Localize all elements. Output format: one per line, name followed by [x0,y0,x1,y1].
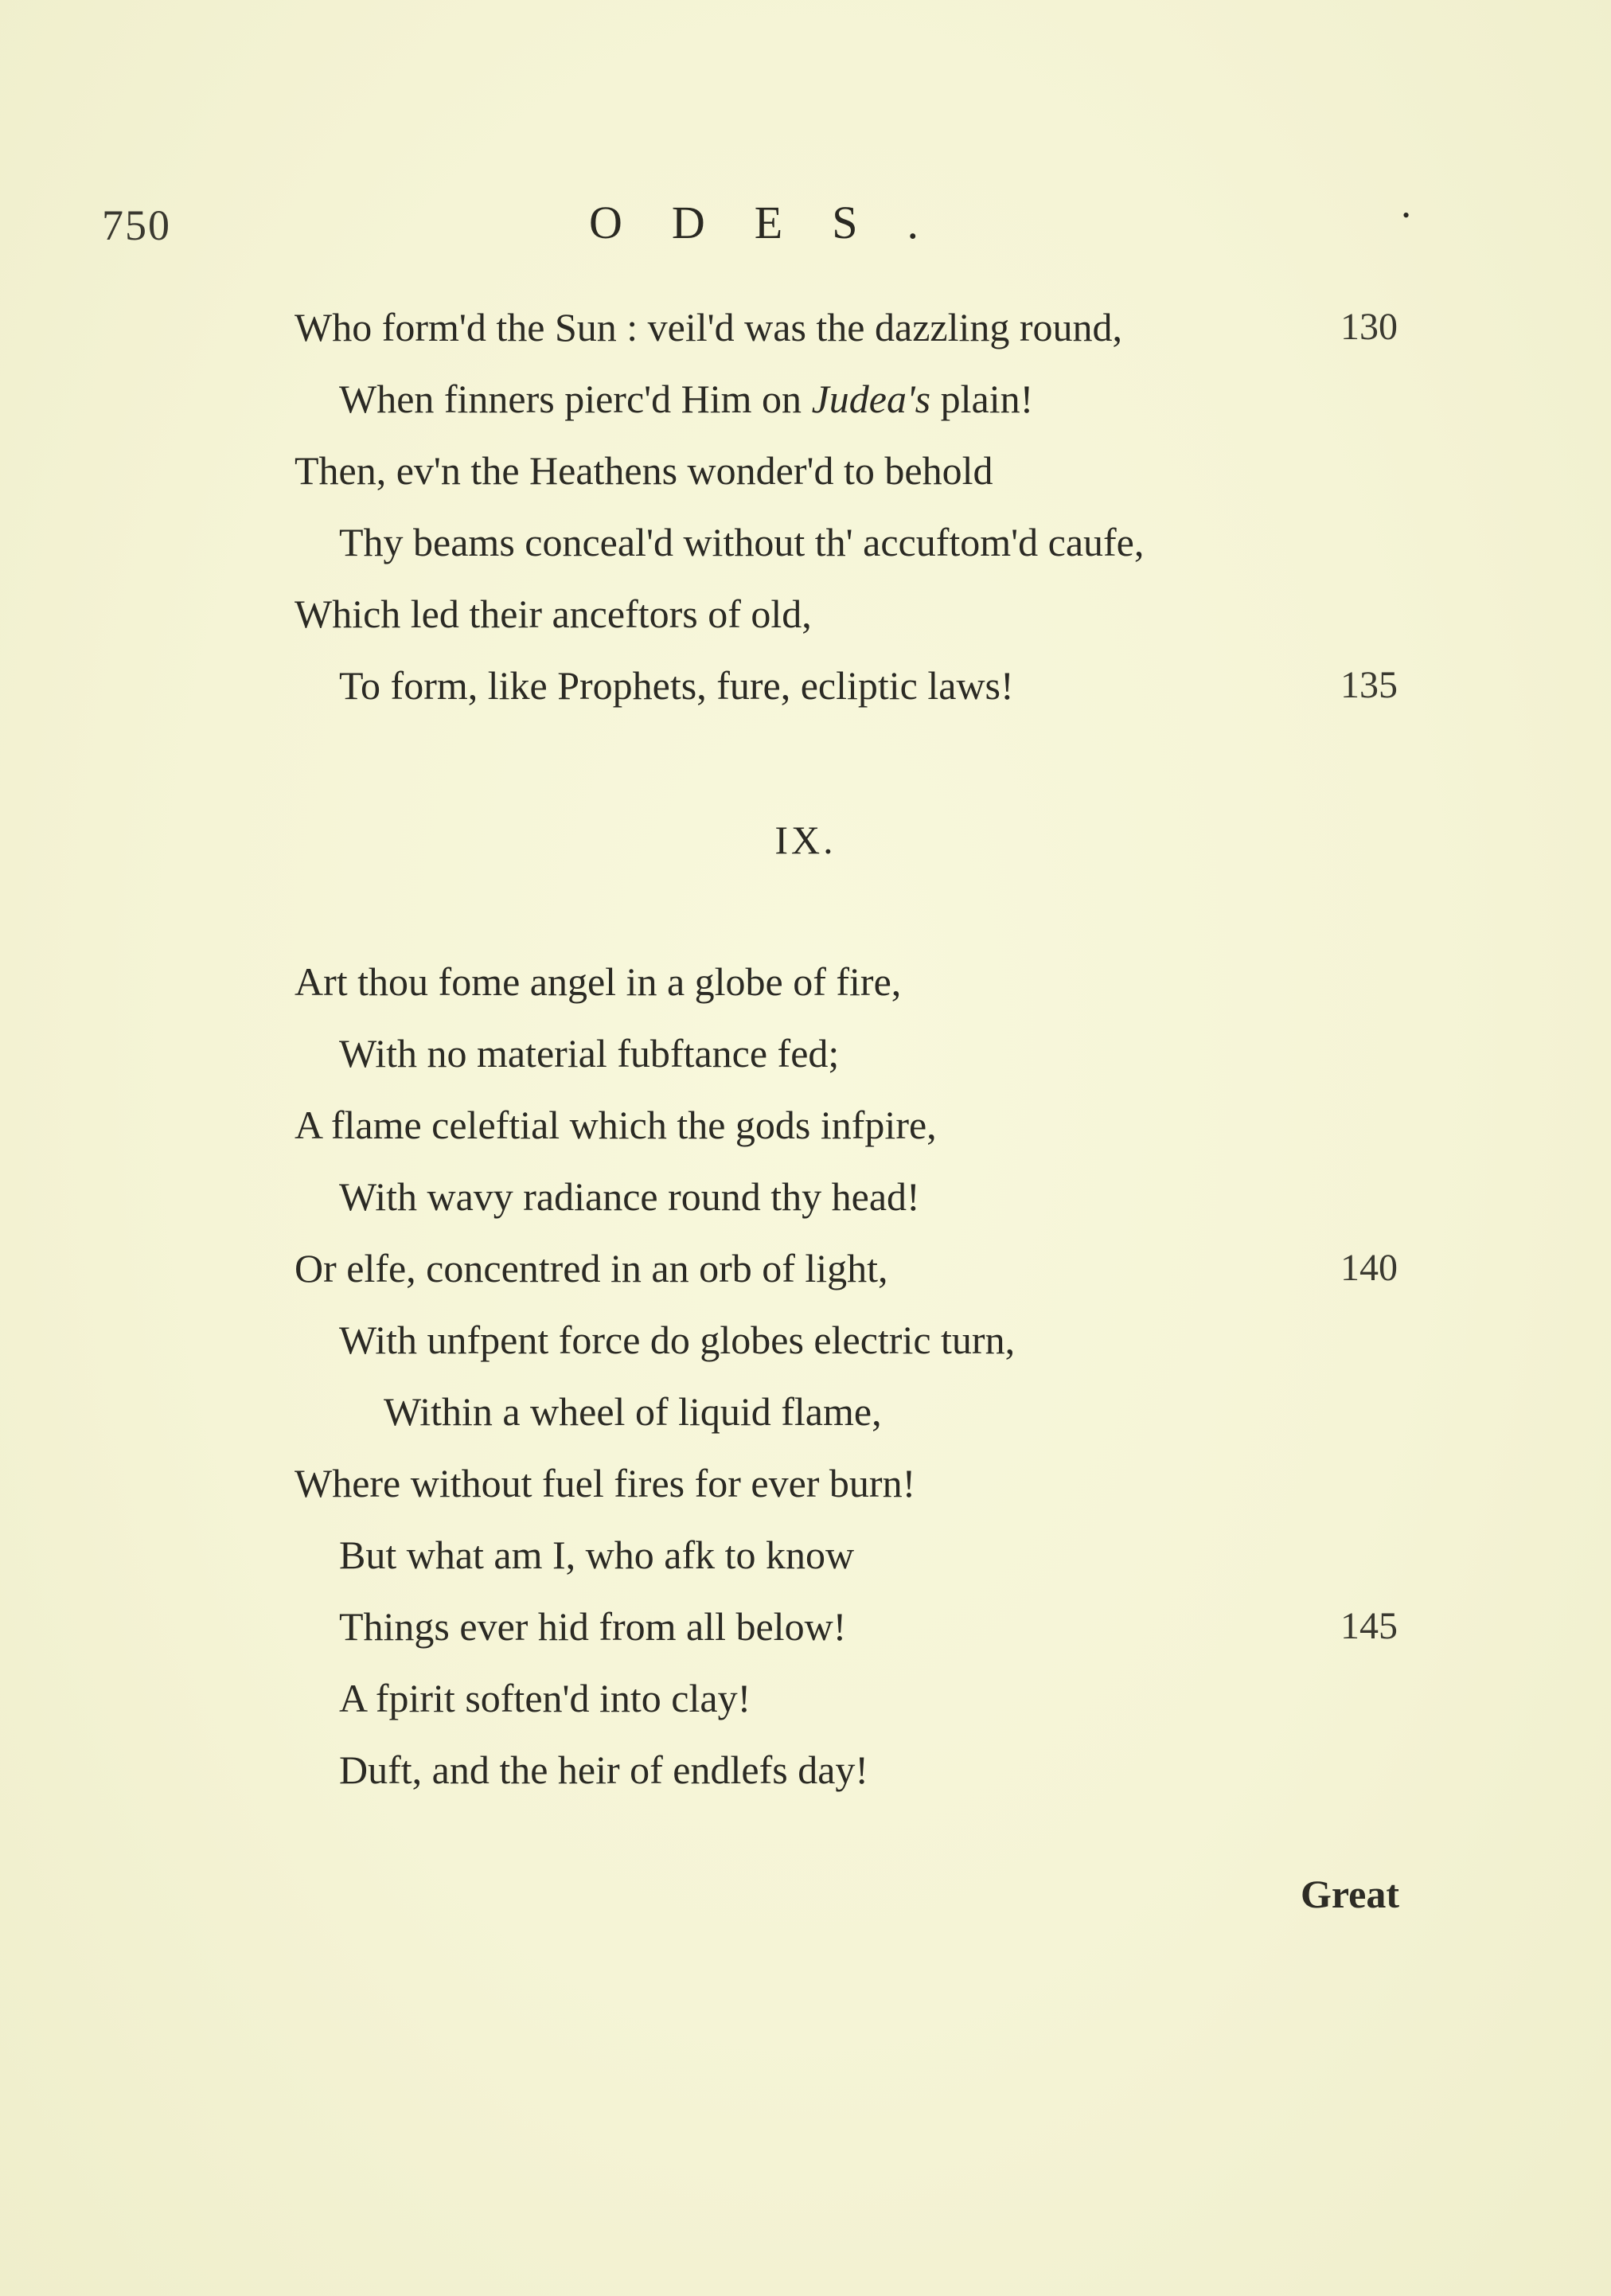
line-number: 140 [1340,1247,1398,1289]
stanza-8 [0,291,1611,721]
verse-text: Then, ev'n the Heathens wonder'd to behold [295,448,993,493]
verse-line [0,1519,1611,1591]
verse-line [0,1662,1611,1734]
verse-text-part: plain! [930,377,1034,421]
verse-line [0,578,1611,650]
verse-text: Things ever hid from all below! [339,1604,847,1649]
verse-text: With wavy radiance round thy head! [339,1174,920,1219]
verse-text: A fpirit soften'd into clay! [339,1676,751,1720]
verse-text: Duft, and the heir of endlefs day! [339,1747,869,1792]
verse-line [0,1734,1611,1806]
verse-line [0,1591,1611,1662]
verse-line [0,1447,1611,1519]
verse-line [0,506,1611,578]
verse-line [0,363,1611,435]
verse-line [0,650,1611,721]
verse-text: Or elfe, concentred in an orb of light, [295,1246,888,1291]
verse-text-part: When finners pierc'd Him on [339,377,812,421]
verse-text: Thy beams conceal'd without th' accuftom'd caufe, [339,520,1145,564]
section-heading: IX. [774,818,837,862]
verse-line [0,1089,1611,1161]
verse-text [339,363,1033,435]
verse-text: With unfpent force do globes electric turn, [339,1318,1016,1362]
ornament-mark: • [1402,204,1410,227]
verse-line [0,1304,1611,1376]
stanza-9 [0,946,1611,1806]
verse-line [0,291,1611,363]
verse-text: Art thou fome angel in a globe of fire, [295,959,902,1004]
line-number: 145 [1340,1605,1398,1647]
verse-line [0,946,1611,1017]
page-number: 750 [102,201,171,249]
running-head: ODES. [589,197,968,248]
line-number: 135 [1340,664,1398,706]
verse-line [0,1161,1611,1232]
verse-line [0,1376,1611,1447]
verse-text: Who form'd the Sun : veil'd was the dazzling round, [295,305,1123,349]
verse-line [0,435,1611,506]
verse-text: But what am I, who afk to know [339,1533,855,1577]
verse-line [0,1017,1611,1089]
catchword: Great [1301,1872,1400,1916]
verse-text: Where without fuel fires for ever burn! [295,1461,916,1505]
verse-text: Which led their anceftors of old, [295,592,812,636]
verse-text: Within a wheel of liquid flame, [384,1389,882,1434]
verse-text: A flame celeftial which the gods infpire, [295,1103,937,1147]
verse-text: With no material fubftance fed; [339,1031,840,1076]
verse-line [0,1232,1611,1304]
line-number: 130 [1340,306,1398,348]
verse-text: To form, like Prophets, fure, ecliptic laws! [339,663,1014,708]
italic-place-name: Judea's [811,377,931,421]
